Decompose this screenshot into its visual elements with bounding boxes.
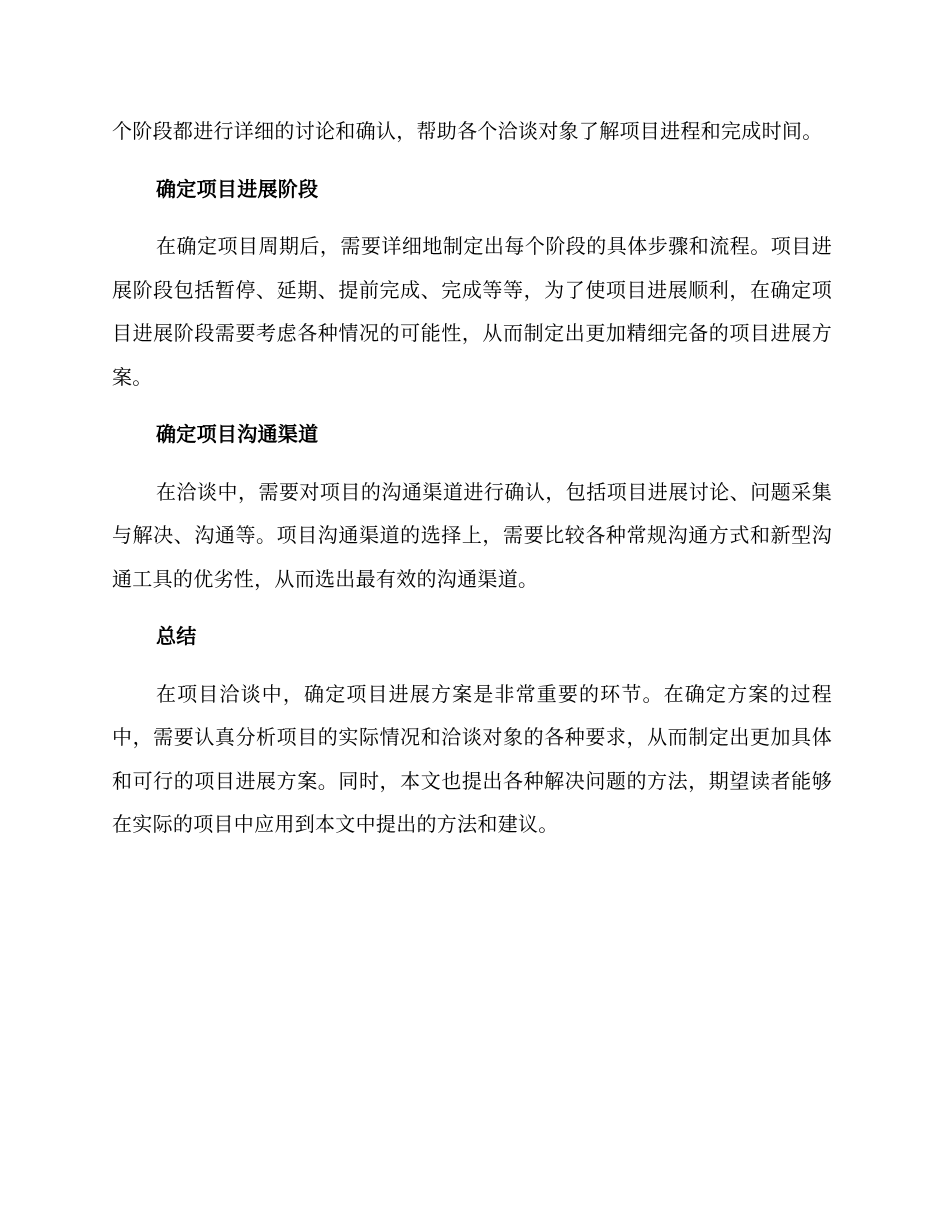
paragraph-summary: 在项目洽谈中，确定项目进展方案是非常重要的环节。在确定方案的过程中，需要认真分析项目的实际情况和洽谈对象的各种要求，从而制定出更加具体和可行的项目进展方案。同时，本文也提出各种解决问题的方法，期望读者能够在实际的项目中应用到本文中提出的方法和建议。 <box>112 681 832 836</box>
paragraph-continuation: 个阶段都进行详细的讨论和确认，帮助各个洽谈对象了解项目进程和完成时间。 <box>112 119 823 143</box>
section-heading-progress-stages: 确定项目进展阶段 <box>156 176 319 201</box>
section-heading-communication-channels: 确定项目沟通渠道 <box>156 422 319 446</box>
document-body <box>112 110 832 847</box>
paragraph-progress-stages: 在确定项目周期后，需要详细地制定出每个阶段的具体步骤和流程。项目进展阶段包括暂停、延期、提前完成、完成等等，为了使项目进展顺利，在确定项目进展阶段需要考虑各种情况的可能性，从而制定出更加精细完备的项目进展方案。 <box>112 234 832 389</box>
section-heading-summary: 总结 <box>156 624 197 648</box>
paragraph-communication-channels: 在洽谈中，需要对项目的沟通渠道进行确认，包括项目进展讨论、问题采集与解决、沟通等。项目沟通渠道的选择上，需要比较各种常规沟通方式和新型沟通工具的优劣性，从而选出最有效的沟通渠道。 <box>112 479 832 591</box>
